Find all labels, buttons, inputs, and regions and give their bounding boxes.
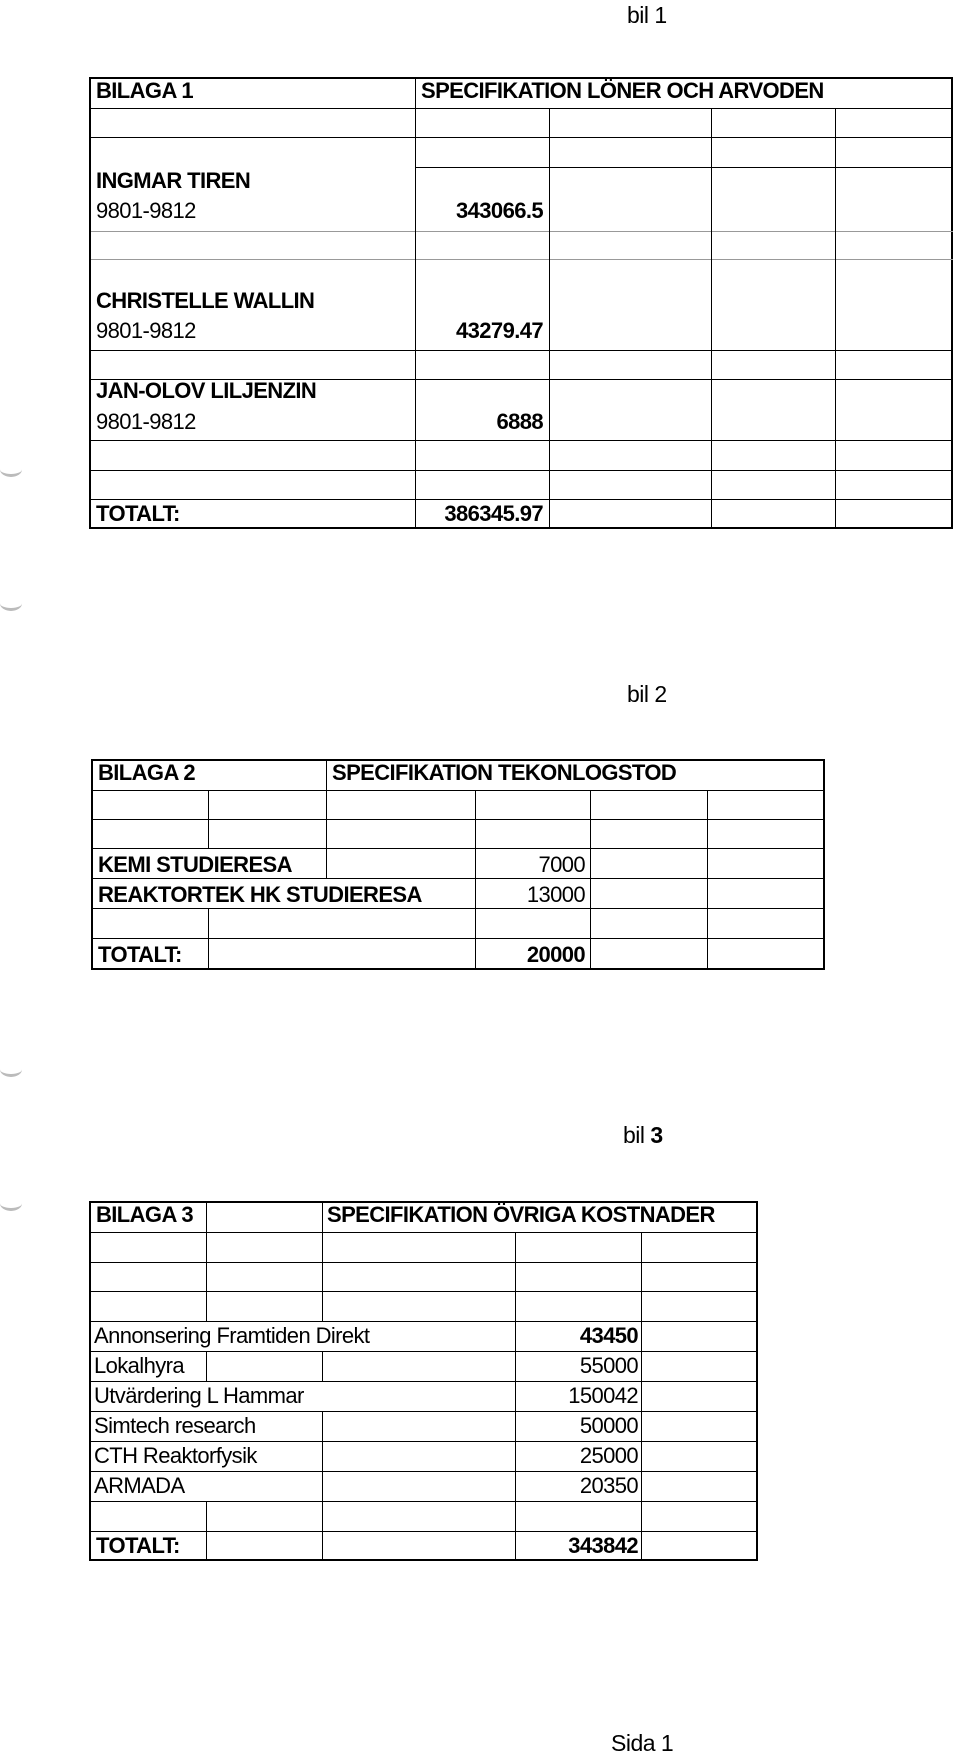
bilaga2-row-amount: 7000 [538,852,585,877]
bilaga3-table [89,1201,758,1561]
bilaga1-total-value: 386345.97 [444,501,543,526]
page-footer: Sida 1 [611,1730,674,1756]
bilaga1-header-title: SPECIFIKATION LÖNER OCH ARVODEN [421,78,824,103]
bilaga2-row-name: REAKTORTEK HK STUDIERESA [98,882,422,907]
bilaga3-header-left: BILAGA 3 [96,1202,194,1227]
bilaga1-header-left: BILAGA 1 [96,78,194,103]
bilaga2-label: bil 2 [627,681,667,707]
bilaga1-row-period: 9801-9812 [96,198,196,223]
bilaga3-row-name: CTH Reaktorfysik [94,1443,257,1468]
bilaga1-total-label: TOTALT: [96,501,180,526]
punch-mark [0,462,22,477]
bilaga3-row-name: Annonsering Framtiden Direkt [94,1323,370,1348]
bilaga3-header-title: SPECIFIKATION ÖVRIGA KOSTNADER [327,1202,715,1227]
bilaga3-row-name: Utvärdering L Hammar [94,1383,304,1408]
bilaga3-row-name: ARMADA [94,1473,185,1498]
bilaga1-row-period: 9801-9812 [96,318,196,343]
punch-mark [0,1062,22,1077]
punch-mark [0,596,22,611]
bilaga1-row-name: CHRISTELLE WALLIN [96,288,315,313]
bilaga3-total-label: TOTALT: [96,1533,180,1558]
bilaga2-row-amount: 13000 [526,882,585,907]
bilaga3-row-amount: 50000 [579,1413,638,1438]
bilaga3-row-amount: 25000 [579,1443,638,1468]
bilaga3-row-amount: 20350 [579,1473,638,1498]
bilaga3-row-name: Simtech research [94,1413,256,1438]
bilaga1-row-amount: 6888 [496,409,543,434]
punch-mark [0,1196,22,1211]
bilaga2-total-value: 20000 [526,942,585,967]
bilaga3-row-amount: 55000 [579,1353,638,1378]
bilaga3-row-amount: 150042 [568,1383,638,1408]
bilaga2-total-label: TOTALT: [98,942,182,967]
bilaga3-row-name: Lokalhyra [94,1353,184,1378]
bilaga2-row-name: KEMI STUDIERESA [98,852,292,877]
bilaga1-label: bil 1 [627,2,667,28]
bilaga1-row-name: JAN-OLOV LILJENZIN [96,378,317,403]
bilaga2-header-title: SPECIFIKATION TEKONLOGSTOD [332,760,677,785]
bilaga1-row-amount: 43279.47 [456,318,543,343]
bilaga2-header-left: BILAGA 2 [98,760,196,785]
bilaga3-total-value: 343842 [568,1533,638,1558]
bilaga1-row-period: 9801-9812 [96,409,196,434]
bilaga3-label: bil 3 [623,1122,663,1148]
bilaga3-row-amount: 43450 [579,1323,638,1348]
bilaga1-row-amount: 343066.5 [456,198,543,223]
bilaga1-row-name: INGMAR TIREN [96,168,251,193]
